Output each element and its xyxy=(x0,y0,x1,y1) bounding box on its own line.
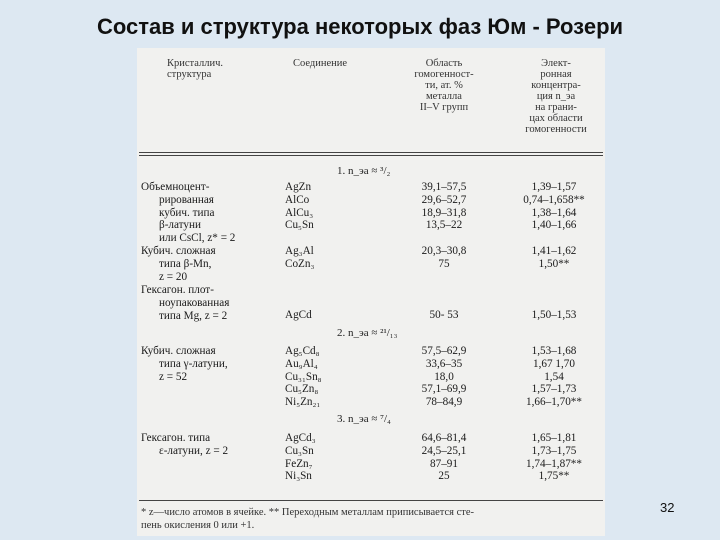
cell-line: 1,67 1,70 xyxy=(533,357,575,370)
header-range xyxy=(399,58,489,113)
footnote xyxy=(141,506,601,532)
cell-line: типа β-Mn, xyxy=(159,257,212,270)
header-structure xyxy=(167,58,223,80)
cell-line: 1,57–1,73 xyxy=(531,383,577,396)
cell-line: Кубич. сложная xyxy=(141,245,216,257)
cell-line: AgZn xyxy=(285,181,312,193)
cell-line: Гексагон. плот- xyxy=(141,284,214,296)
cell-line: 1,40–1,66 xyxy=(531,219,577,232)
cell-line: z = 52 xyxy=(159,370,188,383)
section-label: 3. n_эа ≈ ⁷/₄ xyxy=(337,413,391,425)
compound-cell xyxy=(285,432,316,483)
cell-line: FeZn₇ xyxy=(285,457,313,470)
cell-line: 13,5–22 xyxy=(425,219,463,232)
cell-line: 50- 53 xyxy=(429,309,459,321)
compound-cell xyxy=(285,181,314,232)
header-rule-top xyxy=(139,152,603,153)
cell-line: Cu₅Zn₈ xyxy=(285,383,319,396)
cell-line: 29,6–52,7 xyxy=(421,193,467,206)
cell-line: 78–84,9 xyxy=(425,396,463,409)
cell-line: типа Mg, z = 2 xyxy=(159,309,228,322)
cell-line: 1,65–1,81 xyxy=(531,432,577,444)
cell-line: 1,41–1,62 xyxy=(531,245,577,257)
cell-line: Гексагон. типа xyxy=(141,432,211,444)
concentration-cell xyxy=(507,309,601,322)
cell-line: Ag₃Al xyxy=(285,245,314,257)
cell-line: 1,53–1,68 xyxy=(531,345,577,357)
cell-line: 24,5–25,1 xyxy=(421,444,467,457)
concentration-cell xyxy=(507,432,601,483)
cell-line: 33,6–35 xyxy=(425,357,463,370)
range-cell xyxy=(389,181,499,232)
header-rule-bottom xyxy=(139,155,603,156)
concentration-cell xyxy=(507,181,601,232)
cell-line: типа γ-латуни, xyxy=(159,357,228,370)
section-label: 2. n_эа ≈ ²¹/₁₃ xyxy=(337,327,398,339)
header-line: ронная xyxy=(540,69,572,80)
cell-line: Объемноцент- xyxy=(141,181,210,193)
cell-line: 18,9–31,8 xyxy=(421,206,467,219)
cell-line: 75 xyxy=(438,257,450,270)
header-line: металла xyxy=(426,91,462,102)
range-cell xyxy=(389,345,499,409)
cell-line: AgCd xyxy=(285,309,312,321)
cell-line: Cu₃Sn xyxy=(285,444,314,457)
header-line: Соединение xyxy=(293,58,348,69)
structure-cell xyxy=(141,284,229,322)
cell-line: 1,39–1,57 xyxy=(531,181,577,193)
header-line: структура xyxy=(167,69,212,80)
footnote-line: * z—число атомов в ячейке. ** Переходным металлам приписывается сте- xyxy=(141,507,475,518)
range-cell xyxy=(389,245,499,271)
cell-line: 87–91 xyxy=(430,457,458,470)
cell-line: Ni₃Sn xyxy=(285,470,312,483)
cell-line: 1,73–1,75 xyxy=(531,444,577,457)
header-line: ция n_эа xyxy=(536,91,576,102)
cell-line: ноупакованная xyxy=(159,296,230,309)
compound-cell xyxy=(285,345,322,409)
cell-line: 64,6–81,4 xyxy=(421,432,467,444)
cell-line: 1,75** xyxy=(538,470,570,483)
cell-line: 57,5–62,9 xyxy=(421,345,467,357)
header-line: цах области xyxy=(529,113,583,124)
header-line: концентра- xyxy=(531,80,581,91)
cell-line: ε-латуни, z = 2 xyxy=(159,444,229,457)
cell-line: z = 20 xyxy=(159,270,188,283)
cell-line: Cu₅Sn xyxy=(285,219,314,232)
structure-cell xyxy=(141,181,235,245)
section-label: 1. n_эа ≈ ³/₂ xyxy=(337,165,391,177)
cell-line: рированная xyxy=(159,193,214,206)
cell-line: 1,74–1,87** xyxy=(526,457,582,470)
cell-line: Au₉Al₄ xyxy=(285,357,318,370)
cell-line: AlCo xyxy=(285,193,310,206)
footnote-line: пень окисления 0 или +1. xyxy=(141,520,255,531)
cell-line: 20,3–30,8 xyxy=(421,245,467,257)
cell-line: 1,66–1,70** xyxy=(526,396,582,409)
structure-cell xyxy=(141,245,216,283)
cell-line: 18,0 xyxy=(434,370,454,383)
header-line: на грани- xyxy=(535,102,577,113)
cell-line: 1,50–1,53 xyxy=(531,309,577,321)
range-cell xyxy=(389,309,499,322)
header-line: Кристаллич. xyxy=(167,58,224,69)
cell-line: 1,38–1,64 xyxy=(531,206,577,219)
cell-line: 0,74–1,658** xyxy=(523,193,585,206)
header-line: ти, ат. % xyxy=(425,80,463,91)
cell-line: Ag₅Cd₈ xyxy=(285,345,320,357)
cell-line: 1,54 xyxy=(544,370,564,383)
slide-title: Состав и структура некоторых фаз Юм - Розери xyxy=(96,14,624,39)
header-line: Элект- xyxy=(541,58,571,69)
header-line: Область xyxy=(425,58,463,69)
cell-line: или CsCl, z* = 2 xyxy=(159,232,236,245)
header-compound xyxy=(293,58,347,69)
cell-line: Ni₅Zn₂₁ xyxy=(285,396,321,409)
compound-cell xyxy=(285,245,314,271)
header-concentration xyxy=(511,58,601,135)
cell-line: 39,1–57,5 xyxy=(421,181,467,193)
cell-line: 25 xyxy=(438,470,450,483)
header-line: гомогенност- xyxy=(414,69,474,80)
page-number: 32 xyxy=(660,500,675,515)
range-cell xyxy=(389,432,499,483)
cell-line: AgCd₃ xyxy=(285,432,316,444)
header-line: II–V групп xyxy=(419,102,469,113)
compound-cell xyxy=(285,309,312,322)
cell-line: 57,1–69,9 xyxy=(421,383,467,396)
structure-cell xyxy=(141,345,228,383)
cell-line: AlCu₃ xyxy=(285,206,314,219)
footer-rule xyxy=(139,500,603,501)
concentration-cell xyxy=(507,345,601,409)
cell-line: кубич. типа xyxy=(159,206,215,219)
cell-line: 1,50** xyxy=(538,257,570,270)
header-line: гомогенности xyxy=(525,124,587,135)
cell-line: Cu₃₁Sn₈ xyxy=(285,370,322,383)
cell-line: CoZn₃ xyxy=(285,257,315,270)
scanned-table-image xyxy=(137,48,605,536)
cell-line: Кубич. сложная xyxy=(141,345,216,357)
concentration-cell xyxy=(507,245,601,271)
cell-line: β-латуни xyxy=(159,219,201,232)
structure-cell xyxy=(141,432,228,458)
